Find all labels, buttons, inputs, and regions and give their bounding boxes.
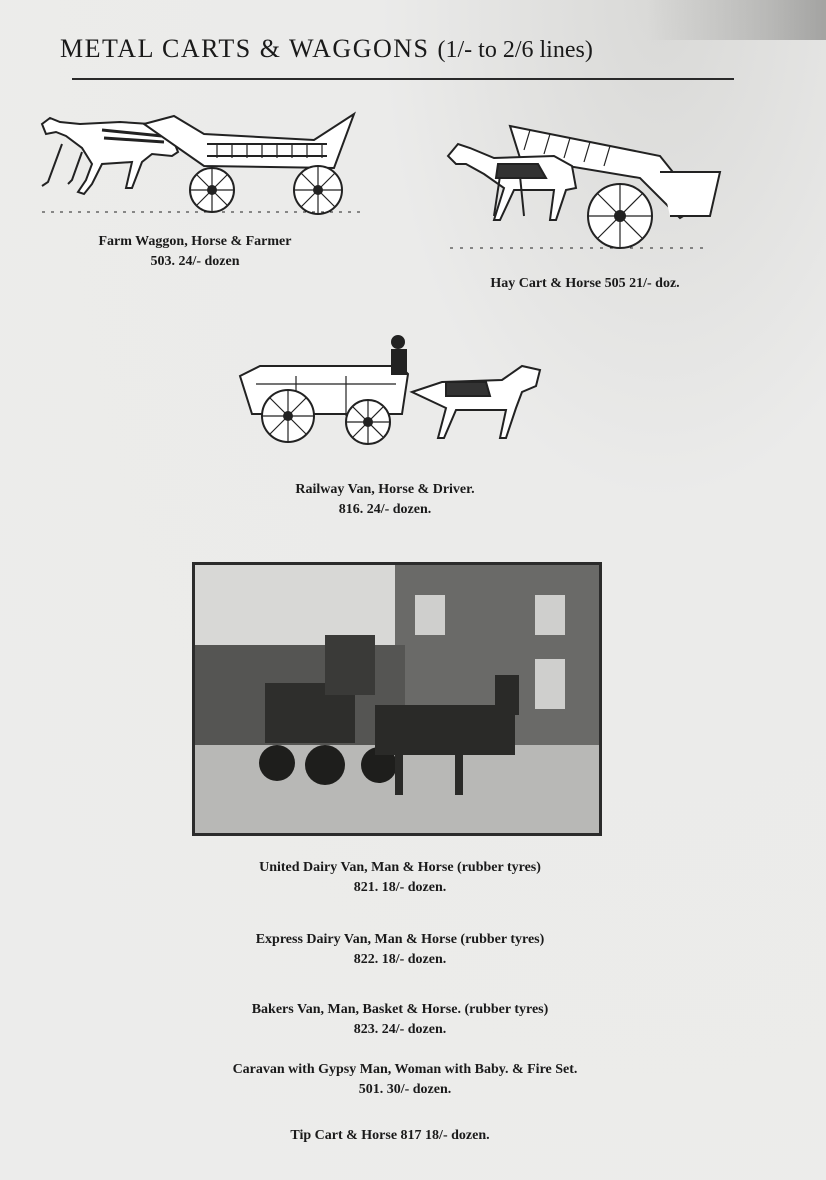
- caption-express-dairy: [180, 930, 620, 970]
- item-price: 823. 24/- dozen.: [353, 1022, 447, 1037]
- title-main: METAL CARTS & WAGGONS: [60, 34, 430, 63]
- item-name: Tip Cart & Horse 817 18/- dozen.: [290, 1128, 490, 1143]
- title-rule: [72, 78, 734, 80]
- item-price: 822. 18/- dozen.: [353, 952, 447, 967]
- caption-caravan: [160, 1060, 650, 1100]
- item-name: Railway Van, Horse & Driver.: [295, 482, 475, 497]
- hay-cart-illustration: [440, 120, 730, 254]
- item-name: Bakers Van, Man, Basket & Horse. (rubber tyres): [251, 1002, 549, 1017]
- caption-farm-waggon: [60, 232, 330, 272]
- caption-united-dairy: [180, 858, 620, 898]
- caption-bakers-van: [180, 1000, 620, 1040]
- caption-railway-van: [250, 480, 520, 520]
- railway-van-illustration: [236, 332, 552, 448]
- caption-hay-cart: [455, 274, 715, 294]
- item-name: Farm Waggon, Horse & Farmer: [98, 234, 292, 249]
- item-name: United Dairy Van, Man & Horse (rubber tyres): [259, 860, 541, 875]
- caption-tip-cart: [200, 1126, 580, 1146]
- item-name: Hay Cart & Horse 505 21/- doz.: [490, 276, 680, 291]
- item-name: Caravan with Gypsy Man, Woman with Baby. & Fire Set.: [232, 1062, 578, 1077]
- item-price: 821. 18/- dozen.: [353, 880, 447, 895]
- farm-waggon-illustration: [32, 104, 372, 220]
- title-sub: (1/- to 2/6 lines): [437, 37, 593, 63]
- item-price: 503. 24/- dozen: [150, 254, 240, 269]
- item-price: 816. 24/- dozen.: [338, 502, 432, 517]
- page-smudge: [646, 0, 826, 40]
- item-name: Express Dairy Van, Man & Horse (rubber tyres): [255, 932, 545, 947]
- dairy-van-photo: [192, 562, 602, 836]
- page-title: [60, 34, 593, 64]
- item-price: 501. 30/- dozen.: [358, 1082, 452, 1097]
